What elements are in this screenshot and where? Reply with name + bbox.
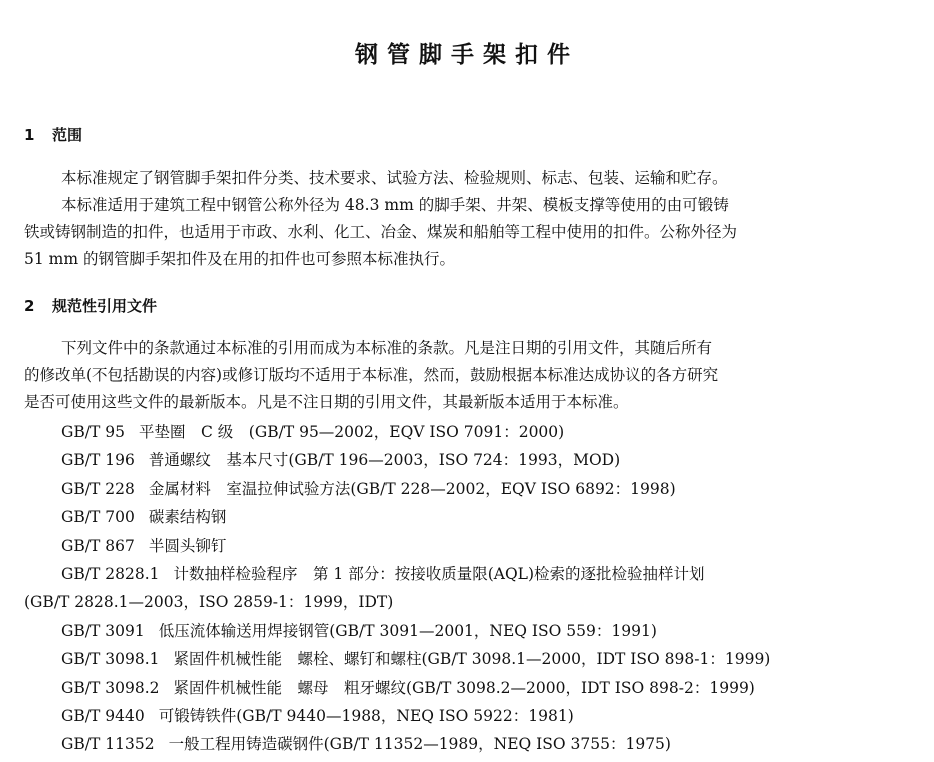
section-title: 规范性引用文件 (52, 297, 158, 315)
reference-text: 低压流体输送用焊接钢管(GB/T 3091—2001，NEQ ISO 559：1991) (158, 621, 657, 640)
reference-code: GB/T 196 (61, 451, 135, 470)
section-number: 1 (24, 126, 35, 144)
scope-paragraph-1 (24, 165, 864, 192)
reference-item (24, 532, 904, 560)
reference-text: 金属材料 室温拉伸试验方法(GB/T 228—2002，EQV ISO 6892：1998) (148, 479, 676, 498)
reference-item (24, 674, 904, 702)
reference-code: GB/T 3091 (61, 621, 145, 640)
reference-item (24, 645, 904, 673)
reference-item (24, 617, 904, 645)
paragraph-line: 的修改单(不包括勘误的内容)或修订版均不适用于本标准，然而，鼓励根据本标准达成协议的各方研究 (24, 366, 719, 384)
reference-text: 碳素结构钢 (148, 508, 227, 527)
paragraph-line: 下列文件中的条款通过本标准的引用而成为本标准的条款。凡是注日期的引用文件，其随后所有 (61, 339, 713, 357)
paragraph-line: 本标准适用于建筑工程中钢管公称外径为 48.3 mm 的脚手架、井架、模板支撑等使用的由可锻铸 (61, 196, 729, 214)
section-number: 2 (24, 297, 35, 315)
reference-item (24, 702, 904, 730)
reference-code: GB/T 228 (61, 479, 135, 498)
reference-code: GB/T 9440 (61, 707, 145, 726)
reference-text: 一般工程用铸造碳钢件(GB/T 11352—1989，NEQ ISO 3755：1975) (168, 735, 671, 754)
reference-code: GB/T 3098.2 (61, 678, 160, 697)
paragraph-line: 51 mm 的钢管脚手架扣件及在用的扣件也可参照本标准执行。 (24, 250, 455, 268)
reference-text: 平垫圈 C 级 (GB/T 95—2002，EQV ISO 7091：2000) (138, 423, 565, 441)
reference-code: GB/T 3098.1 (61, 650, 160, 669)
paragraph-line: 本标准规定了钢管脚手架扣件分类、技术要求、试验方法、检验规则、标志、包装、运输和贮存。 (61, 169, 728, 187)
paragraph-line: 是否可使用这些文件的最新版本。凡是不注日期的引用文件，其最新版本适用于本标准。 (24, 393, 629, 411)
reference-text: 紧固件机械性能 螺母 粗牙螺纹(GB/T 3098.2—2000，IDT ISO 898-2：1999) (173, 678, 755, 697)
reference-item (24, 730, 904, 758)
reference-list (24, 418, 904, 759)
reference-item-continuation (24, 588, 904, 616)
reference-item (24, 418, 904, 446)
reference-code: GB/T 11352 (61, 735, 155, 754)
reference-text: 可锻铸铁件(GB/T 9440—1988，NEQ ISO 5922：1981) (158, 707, 574, 726)
scope-paragraph-2 (24, 192, 864, 273)
reference-text: (GB/T 2828.1—2003，ISO 2859-1：1999，IDT) (24, 593, 394, 612)
reference-code: GB/T 95 (61, 423, 125, 441)
reference-text: 计数抽样检验程序 第 1 部分：按接收质量限(AQL)检索的逐批检验抽样计划 (173, 565, 705, 584)
document-title: 钢管脚手架扣件 (355, 42, 579, 68)
section-title: 范围 (52, 126, 83, 144)
references-intro-paragraph (24, 335, 864, 416)
reference-code: GB/T 867 (61, 536, 135, 555)
reference-item (24, 475, 904, 503)
section-heading-normative-references (24, 295, 157, 316)
reference-text: 普通螺纹 基本尺寸(GB/T 196—2003，ISO 724：1993，MOD) (148, 451, 621, 470)
reference-item (24, 503, 904, 531)
reference-code: GB/T 700 (61, 508, 135, 527)
section-heading-scope (24, 124, 82, 145)
reference-item (24, 446, 904, 474)
reference-code: GB/T 2828.1 (61, 565, 160, 584)
reference-text: 紧固件机械性能 螺栓、螺钉和螺柱(GB/T 3098.1—2000，IDT ISO 898-1：1999) (173, 650, 771, 669)
paragraph-line: 铁或铸钢制造的扣件，也适用于市政、水利、化工、冶金、煤炭和船舶等工程中使用的扣件。公称外径为 (24, 223, 738, 241)
reference-text: 半圆头铆钉 (148, 536, 227, 555)
reference-item (24, 560, 904, 588)
